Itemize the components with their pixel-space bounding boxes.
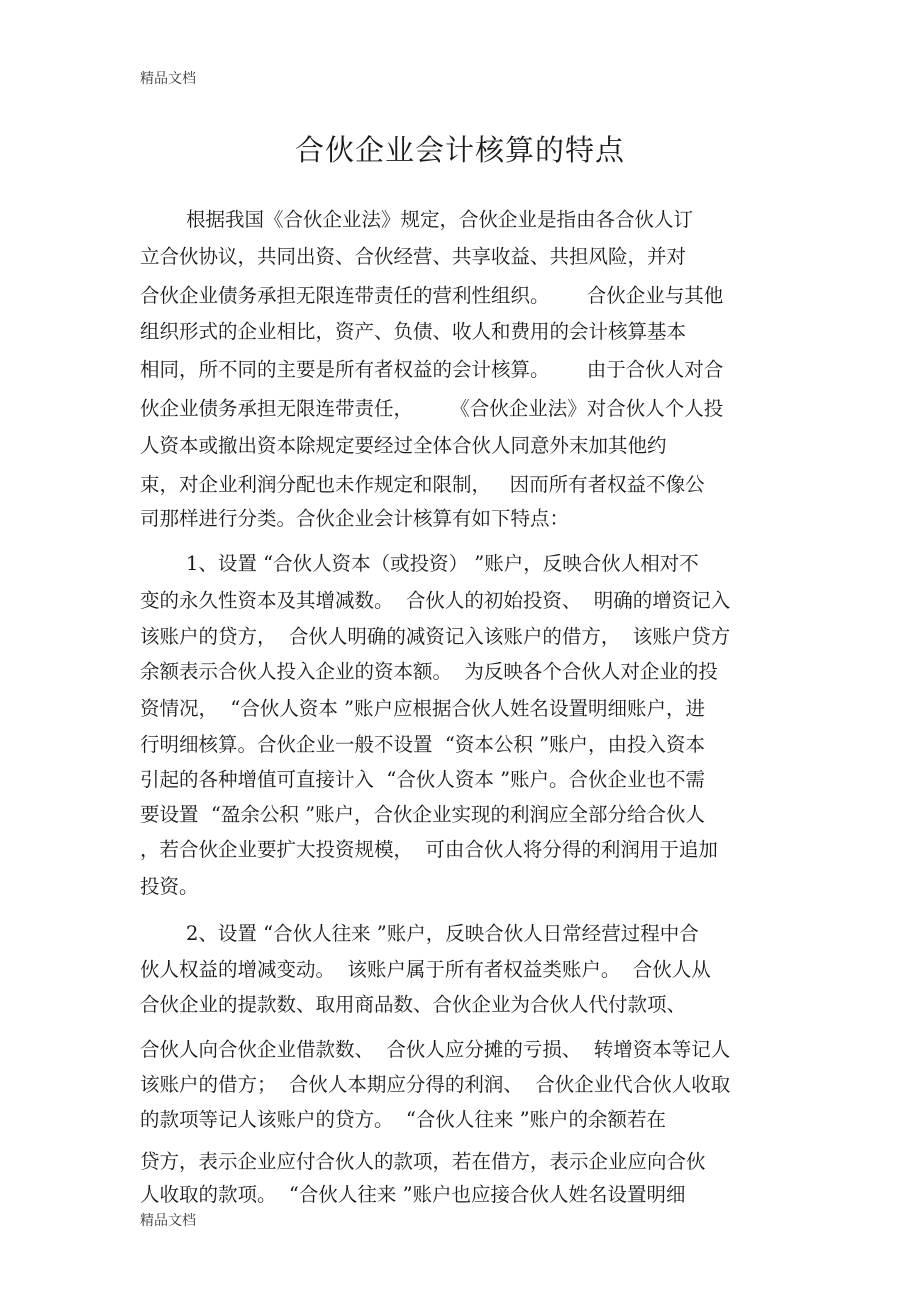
paragraph-2-line-7: 引起的各种增值可直接计入 “合伙人资本 ”账户。合伙企业也不需 (140, 768, 706, 791)
paragraph-2-line-5: 资情况， “合伙人资本 ”账户应根据合伙人姓名设置明细账户，进 (140, 697, 706, 720)
paragraph-2-line-2: 变的永久性资本及其增减数。 合伙人的初始投资、 明确的增资记入 (140, 589, 731, 612)
header-watermark-text: 精品文档 (140, 71, 196, 87)
paragraph-2-line-4: 余额表示合伙人投入企业的资本额。 为反映各个合伙人对企业的投 (140, 660, 718, 683)
paragraph-1-line-3: 合伙企业债务承担无限连带责任的营利性组织。 合伙企业与其他 (140, 284, 724, 307)
paragraph-3-line-2: 伙人权益的增减变动。 该账户属于所有者权益类账户。 合伙人从 (140, 958, 711, 981)
paragraph-1-line-7: 人资本或撤出资本除规定要经过全体合伙人同意外末加其他约 (140, 434, 667, 457)
paragraph-3-line-4: 合伙人向合伙企业借款数、 合伙人应分摊的亏损、 转增资本等记人 (140, 1038, 731, 1061)
paragraph-3-line-8: 人收取的款项。 “合伙人往来 ”账户也应接合伙人姓名设置明细 (140, 1183, 686, 1206)
paragraph-2-line-9: ，若合伙企业要扩大投资规模， 可由合伙人将分得的利润用于追加 (140, 838, 718, 861)
paragraph-1-line-6: 伙企业债务承担无限连带责任， 《合伙企业法》对合伙人个人投 (140, 397, 724, 420)
paragraph-3-line-3: 合伙企业的提款数、取用商品数、合伙企业为合伙人代付款项、 (140, 993, 687, 1016)
paragraph-2-line-10: 投资。 (140, 875, 199, 898)
paragraph-1-line-5: 相同，所不同的主要是所有者权益的会计核算。 由于合伙人对合 (140, 358, 724, 381)
paragraph-3-line-7: 贷方，表示企业应付合伙人的款项，若在借方，表示企业应向合伙 (140, 1150, 706, 1173)
paragraph-3-line-5: 该账户的借方； 合伙人本期应分得的利润、 合伙企业代合伙人收取 (140, 1073, 731, 1096)
paragraph-2-line-8: 要设置 “盈余公积 ”账户，合伙企业实现的利润应全部分给合伙人 (140, 803, 706, 826)
paragraph-3-line-6: 的款项等记人该账户的贷方。 “合伙人往来 ”账户的余额若在 (140, 1108, 667, 1131)
paragraph-1-line-9: 司那样进行分类。合伙企业会计核算有如下特点： (140, 507, 570, 530)
paragraph-1-line-8: 束，对企业利润分配也未作规定和限制， 因而所有者权益不像公 (140, 473, 705, 496)
paragraph-3-line-1: 2、设置 “合伙人往来 ”账户，反映合伙人日常经营过程中合 (186, 922, 699, 945)
paragraph-2-line-1: 1、设置 “合伙人资本（或投资） ”账户，反映合伙人相对不 (186, 552, 699, 575)
footer-watermark-text: 精品文档 (140, 1213, 196, 1229)
paragraph-2-line-3: 该账户的贷方， 合伙人明确的减资记入该账户的借方， 该账户贷方 (140, 625, 731, 648)
paragraph-2-line-6: 行明细核算。合伙企业一般不设置 “资本公积 ”账户，由投入资本 (140, 733, 706, 756)
paragraph-1-line-4: 组织形式的企业相比，资产、负债、收人和费用的会计核算基本 (140, 320, 687, 343)
paragraph-1-line-2: 立合伙协议，共同出资、合伙经营、共享收益、共担风险，并对 (140, 245, 687, 268)
paragraph-1-line-1: 根据我国《合伙企业法》规定，合伙企业是指由各合伙人订 (186, 208, 694, 231)
document-title: 合伙企业会计核算的特点 (294, 133, 625, 167)
